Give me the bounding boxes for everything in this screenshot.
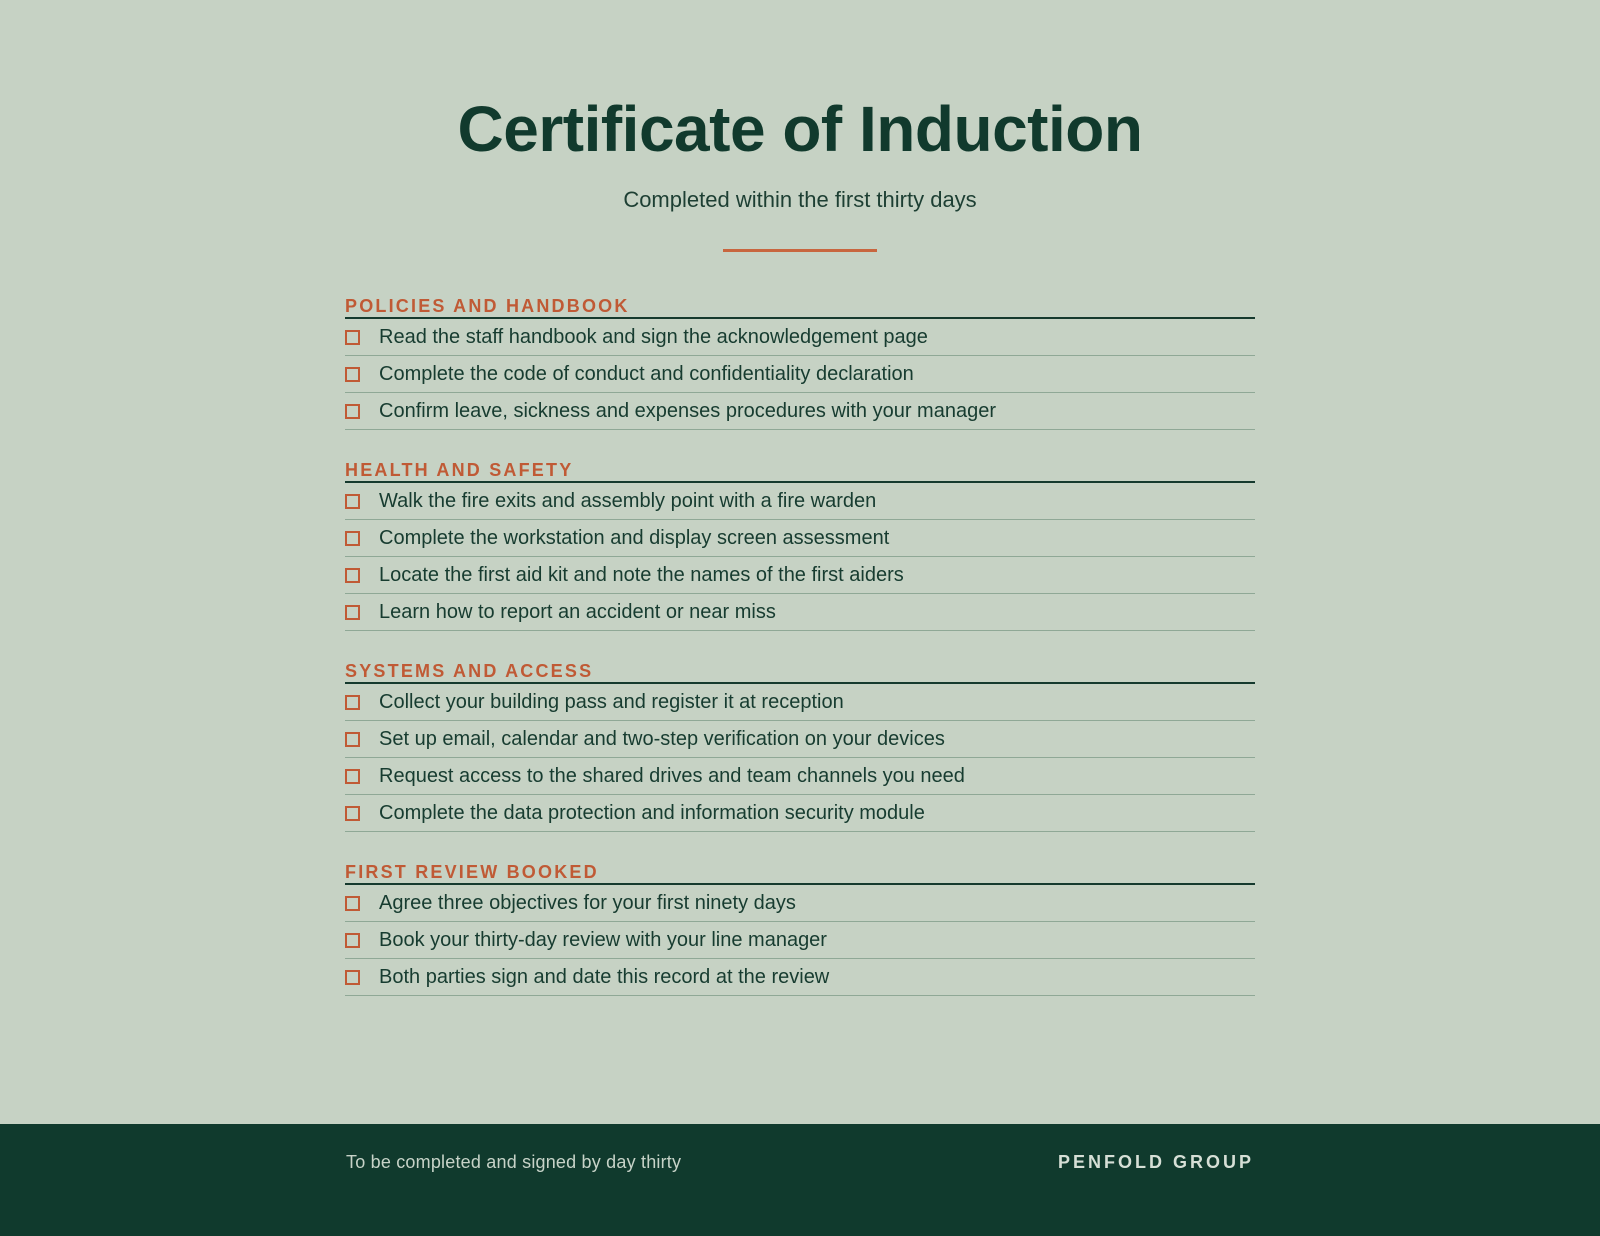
checklist-item [345, 885, 1255, 922]
checklist-item-label: Set up email, calendar and two-step verification on your devices [379, 727, 945, 750]
checklist-item [345, 483, 1255, 520]
checklist [345, 296, 1255, 1026]
checklist-item-label: Learn how to report an accident or near miss [379, 600, 776, 623]
checklist-item [345, 557, 1255, 594]
checklist-item [345, 356, 1255, 393]
section-title: FIRST REVIEW BOOKED [345, 862, 1255, 885]
checklist-item-label: Agree three objectives for your first ninety days [379, 891, 796, 914]
checkbox[interactable] [345, 330, 360, 345]
checklist-item-label: Locate the first aid kit and note the names of the first aiders [379, 563, 904, 586]
checklist-item-label: Confirm leave, sickness and expenses procedures with your manager [379, 399, 996, 422]
checklist-item [345, 393, 1255, 430]
checkbox[interactable] [345, 404, 360, 419]
checkbox[interactable] [345, 806, 360, 821]
section-policies-and-handbook [345, 296, 1255, 430]
checklist-item-label: Request access to the shared drives and team channels you need [379, 764, 965, 787]
checkbox[interactable] [345, 531, 360, 546]
checklist-item [345, 684, 1255, 721]
title-divider [723, 249, 877, 252]
section-title: HEALTH AND SAFETY [345, 460, 1255, 483]
checklist-item-label: Complete the workstation and display screen assessment [379, 526, 890, 549]
section-title: POLICIES AND HANDBOOK [345, 296, 1255, 319]
footer-bar [0, 1124, 1600, 1236]
checklist-item [345, 959, 1255, 996]
checklist-item [345, 758, 1255, 795]
checklist-item [345, 795, 1255, 832]
checklist-item [345, 319, 1255, 356]
checklist-item [345, 520, 1255, 557]
checklist-item [345, 721, 1255, 758]
page-subtitle: Completed within the first thirty days [623, 187, 977, 212]
checklist-item-label: Complete the data protection and information security module [379, 801, 925, 824]
checkbox[interactable] [345, 367, 360, 382]
section-health-and-safety [345, 460, 1255, 631]
checkbox[interactable] [345, 933, 360, 948]
company-brand: PENFOLD GROUP [1057, 1152, 1254, 1172]
checkbox[interactable] [345, 732, 360, 747]
checklist-item-label: Both parties sign and date this record at the review [379, 965, 830, 988]
checkbox[interactable] [345, 970, 360, 985]
page-title: Certificate of Induction [457, 93, 1143, 165]
checklist-item-label: Collect your building pass and register it at reception [379, 690, 844, 713]
section-title: SYSTEMS AND ACCESS [345, 661, 1255, 684]
checklist-item-label: Read the staff handbook and sign the acknowledgement page [379, 325, 928, 348]
checkbox[interactable] [345, 494, 360, 509]
checklist-item-label: Walk the fire exits and assembly point with a fire warden [379, 489, 877, 512]
section-systems-and-access [345, 661, 1255, 832]
checklist-item [345, 594, 1255, 631]
checkbox[interactable] [345, 769, 360, 784]
checkbox[interactable] [345, 568, 360, 583]
checkbox[interactable] [345, 695, 360, 710]
checklist-item [345, 922, 1255, 959]
checkbox[interactable] [345, 896, 360, 911]
section-first-review-booked [345, 862, 1255, 996]
footer-note: To be completed and signed by day thirty [346, 1152, 682, 1172]
checkbox[interactable] [345, 605, 360, 620]
checklist-item-label: Complete the code of conduct and confidentiality declaration [379, 362, 914, 385]
checklist-item-label: Book your thirty-day review with your line manager [379, 928, 827, 951]
